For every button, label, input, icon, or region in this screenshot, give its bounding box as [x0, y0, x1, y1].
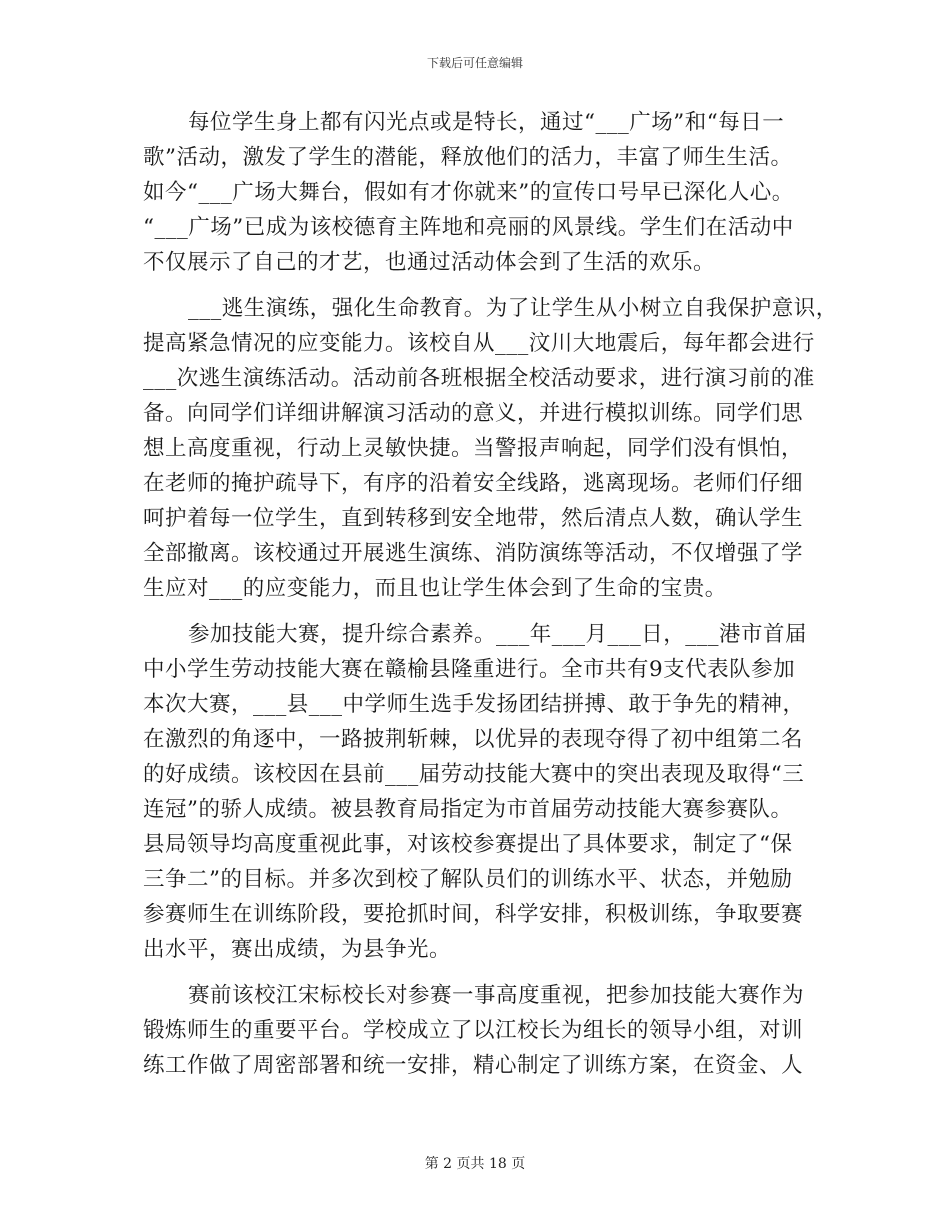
text-line: ___逃生演练，强化生命教育。为了让学生从小树立自我保护意识，	[188, 296, 838, 321]
text-line: 全部撤离。该校通过开展逃生演练、消防演练等活动，不仅增强了学	[143, 541, 804, 566]
text-line: 每位学生身上都有闪光点或是特长，通过“___广场”和“每日一	[188, 110, 785, 135]
text-line: 提高紧急情况的应变能力。该校自从___汶川大地震后，每年都会进行	[143, 331, 815, 356]
text-line: 中小学生劳动技能大赛在赣榆县隆重进行。全市共有9支代表队参加	[143, 657, 796, 682]
text-line: 参加技能大赛，提升综合素养。___年___月___日，___港市首届	[188, 622, 808, 647]
text-line: 呵护着每一位学生，直到转移到安全地带，然后清点人数，确认学生	[143, 506, 804, 531]
text-line: 参赛师生在训练阶段，要抢抓时间，科学安排，积极训练，争取要赛	[143, 902, 804, 927]
text-line: 在老师的掩护疏导下，有序的沿着安全线路，逃离现场。老师们仔细	[143, 471, 804, 496]
text-line: 在激烈的角逐中，一路披荆斩棘，以优异的表现夺得了初中组第二名	[143, 727, 804, 752]
text-line: 出水平，赛出成绩，为县争光。	[143, 937, 452, 962]
text-line: 备。向同学们详细讲解演习活动的意义，并进行模拟训练。同学们思	[143, 401, 804, 426]
text-line: 练工作做了周密部署和统一安排，精心制定了训练方案，在资金、人	[143, 1053, 804, 1078]
text-line: 不仅展示了自己的才艺，也通过活动体会到了生活的欢乐。	[143, 250, 716, 275]
text-line: 想上高度重视，行动上灵敏快捷。当警报声响起，同学们没有惧怕，	[143, 436, 804, 461]
text-line: 三争二”的目标。并多次到校了解队员们的训练水平、状态，并勉励	[143, 867, 793, 892]
text-line: 歌”活动，激发了学生的潜能，释放他们的活力，丰富了师生生活。	[143, 145, 793, 170]
text-line: 县局领导均高度重视此事，对该校参赛提出了具体要求，制定了“保	[143, 832, 793, 857]
text-line: 锻炼师生的重要平台。学校成立了以江校长为组长的领导小组，对训	[143, 1018, 804, 1043]
text-line: 赛前该校江宋标校长对参赛一事高度重视，把参加技能大赛作为	[188, 983, 805, 1008]
page-header: 下载后可任意编辑	[426, 56, 523, 70]
text-line: 生应对___的应变能力，而且也让学生体会到了生命的宝贵。	[143, 576, 727, 601]
text-line: 如今“___广场大舞台，假如有才你就来”的宣传口号早已深化人心。	[143, 180, 794, 205]
text-line: 本次大赛，___县___中学师生选手发扬团结拼搏、敢于争先的精神，	[143, 692, 805, 717]
page-footer: 第 2 页共 18 页	[424, 1156, 526, 1172]
text-line: 的好成绩。该校因在县前___届劳动技能大赛中的突出表现及取得“三	[143, 762, 805, 787]
text-line: ___次逃生演练活动。活动前各班根据全校活动要求，进行演习前的准	[143, 366, 815, 391]
text-line: “___广场”已成为该校德育主阵地和亮丽的风景线。学生们在活动中	[143, 215, 794, 240]
text-line: 连冠”的骄人成绩。被县教育局指定为市首届劳动技能大赛参赛队。	[143, 797, 793, 822]
